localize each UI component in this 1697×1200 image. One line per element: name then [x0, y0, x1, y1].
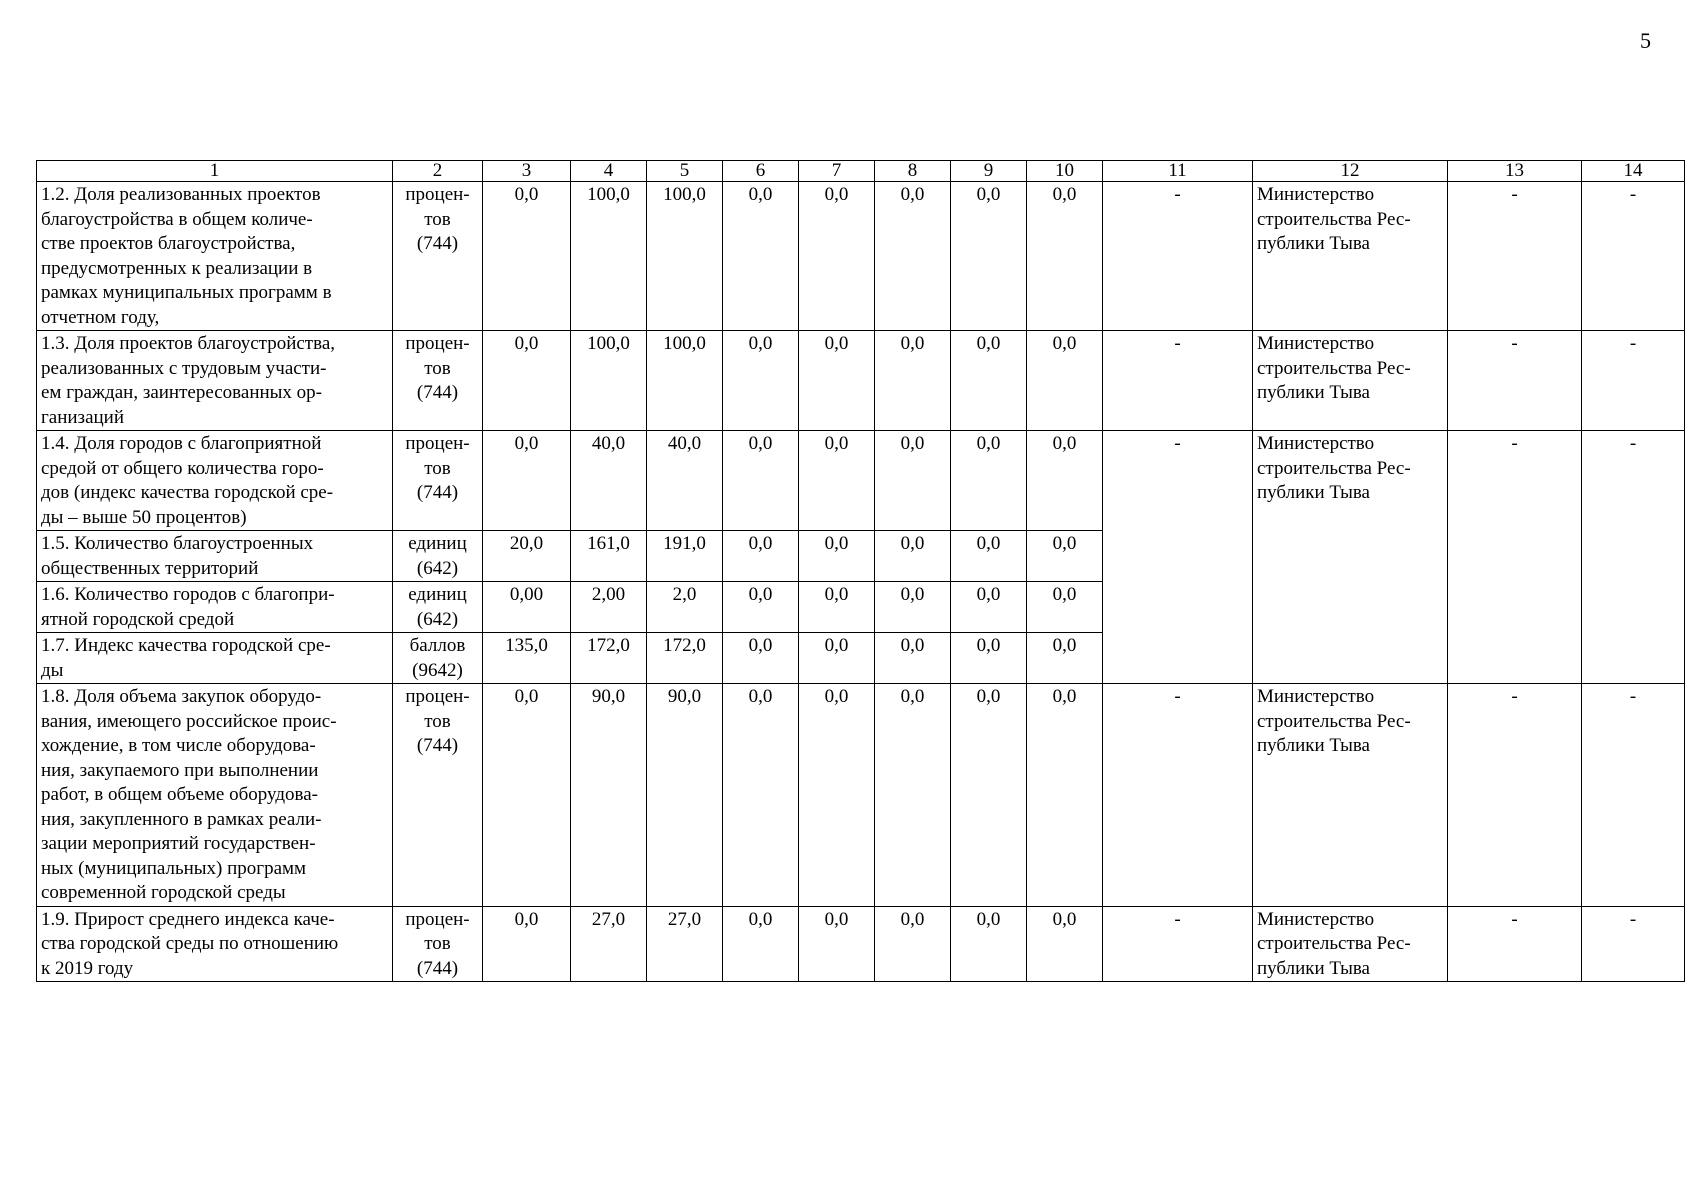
- column-number: 13: [1448, 161, 1582, 182]
- text-line: тов: [424, 933, 451, 954]
- text-line: ды – выше 50 процентов): [41, 506, 247, 528]
- text-line: тов: [424, 357, 451, 379]
- value-cell: 27,0: [647, 906, 723, 982]
- text-line: 1.7. Индекс качества городской сре-: [41, 635, 331, 656]
- column-number: 10: [1027, 161, 1103, 182]
- value-cell: 90,0: [647, 684, 723, 907]
- value-cell: 0,0: [723, 906, 799, 982]
- text-line: Министерство: [1257, 333, 1375, 354]
- value-cell: 0,0: [1027, 182, 1103, 331]
- column-number: 9: [951, 161, 1027, 182]
- text-line: общественных территорий: [41, 557, 259, 579]
- text-line: публики Тыва: [1257, 482, 1370, 503]
- text-line: строительства Рес-: [1257, 208, 1411, 230]
- text-line: 1.6. Количество городов с благопри-: [41, 584, 335, 605]
- responsible-organization: [1253, 331, 1448, 431]
- column-14-cell: -: [1582, 906, 1685, 982]
- table-row: [37, 684, 1685, 907]
- column-13-cell: -: [1448, 906, 1582, 982]
- value-cell: 100,0: [647, 182, 723, 331]
- unit-of-measure: [393, 684, 483, 907]
- value-cell: 0,0: [723, 633, 799, 684]
- value-cell: 0,0: [483, 684, 571, 907]
- value-cell: 0,0: [875, 684, 951, 907]
- text-line: Министерство: [1257, 686, 1375, 707]
- text-line: единиц: [408, 533, 467, 554]
- value-cell: 0,0: [799, 582, 875, 633]
- text-line: стве проектов благоустройства,: [41, 233, 296, 254]
- value-cell: 191,0: [647, 531, 723, 582]
- value-cell: 0,0: [951, 633, 1027, 684]
- table-row: [37, 182, 1685, 331]
- value-cell: 0,0: [483, 182, 571, 331]
- text-line: баллов: [409, 635, 466, 656]
- value-cell: 0,0: [951, 431, 1027, 531]
- text-line: предусмотренных к реализации в: [41, 257, 313, 279]
- merged-blank-cell: [1582, 531, 1685, 684]
- table-row: [37, 331, 1685, 431]
- text-line: процен-: [405, 333, 470, 354]
- text-line: тов: [424, 457, 451, 479]
- text-line: единиц: [408, 584, 467, 605]
- text-line: (744): [416, 957, 459, 979]
- text-line: публики Тыва: [1257, 957, 1370, 979]
- value-cell: 0,0: [951, 182, 1027, 331]
- indicator-name: [37, 431, 393, 531]
- value-cell: 40,0: [647, 431, 723, 531]
- table-row: [37, 906, 1685, 982]
- text-line: зации мероприятий государствен-: [41, 833, 316, 854]
- text-line: тов: [424, 710, 451, 732]
- indicator-name: [37, 182, 393, 331]
- text-line: тов: [424, 208, 451, 230]
- text-line: ства городской среды по отношению: [41, 933, 339, 954]
- value-cell: 0,0: [799, 431, 875, 531]
- value-cell: 0,0: [799, 531, 875, 582]
- indicator-name: [37, 331, 393, 431]
- unit-of-measure: [393, 582, 483, 633]
- unit-of-measure: [393, 431, 483, 531]
- text-line: рамках муниципальных программ в: [41, 282, 332, 303]
- merged-org-cell: [1253, 531, 1448, 684]
- text-line: Министерство: [1257, 433, 1375, 454]
- text-line: Министерство: [1257, 184, 1375, 205]
- text-line: (744): [416, 382, 459, 403]
- value-cell: 40,0: [571, 431, 647, 531]
- indicator-name: [37, 582, 393, 633]
- value-cell: 0,00: [483, 582, 571, 633]
- column-number: 1: [37, 161, 393, 182]
- indicator-name: [37, 684, 393, 907]
- text-line: процен-: [405, 433, 470, 454]
- column-13-cell: -: [1448, 431, 1582, 531]
- responsible-organization: [1253, 906, 1448, 982]
- column-11-cell: -: [1103, 431, 1253, 531]
- value-cell: 0,0: [799, 684, 875, 907]
- table-row: [37, 531, 1685, 582]
- text-line: 1.5. Количество благоустроенных: [41, 533, 314, 554]
- text-line: к 2019 году: [41, 957, 134, 979]
- text-line: ганизаций: [41, 406, 125, 428]
- text-line: ния, закупленного в рамках реали-: [41, 808, 322, 830]
- value-cell: 100,0: [647, 331, 723, 431]
- column-number: 5: [647, 161, 723, 182]
- text-line: 1.8. Доля объема закупок оборудо-: [41, 686, 322, 707]
- text-line: процен-: [405, 908, 470, 930]
- text-line: ных (муниципальных) программ: [41, 857, 307, 879]
- text-line: процен-: [405, 184, 470, 205]
- value-cell: 0,0: [875, 582, 951, 633]
- value-cell: 0,0: [875, 431, 951, 531]
- text-line: строительства Рес-: [1257, 357, 1411, 379]
- text-line: публики Тыва: [1257, 735, 1370, 756]
- value-cell: 172,0: [571, 633, 647, 684]
- column-number: 7: [799, 161, 875, 182]
- column-number: 4: [571, 161, 647, 182]
- value-cell: 0,0: [1027, 531, 1103, 582]
- column-14-cell: -: [1582, 331, 1685, 431]
- value-cell: 0,0: [723, 582, 799, 633]
- text-line: (642): [416, 557, 459, 579]
- value-cell: 0,0: [799, 331, 875, 431]
- value-cell: 0,0: [875, 182, 951, 331]
- value-cell: 172,0: [647, 633, 723, 684]
- column-13-cell: -: [1448, 331, 1582, 431]
- unit-of-measure: [393, 906, 483, 982]
- value-cell: 0,0: [483, 431, 571, 531]
- page-number: 5: [1640, 28, 1651, 53]
- value-cell: 27,0: [571, 906, 647, 982]
- responsible-organization: [1253, 684, 1448, 907]
- value-cell: 100,0: [571, 182, 647, 331]
- value-cell: 161,0: [571, 531, 647, 582]
- column-number: 11: [1103, 161, 1253, 182]
- value-cell: 0,0: [951, 331, 1027, 431]
- value-cell: 0,0: [483, 906, 571, 982]
- text-line: благоустройства в общем количе-: [41, 208, 313, 230]
- column-14-cell: -: [1582, 684, 1685, 907]
- value-cell: 0,0: [483, 331, 571, 431]
- text-line: ем граждан, заинтересованных ор-: [41, 382, 323, 403]
- column-13-cell: -: [1448, 684, 1582, 907]
- text-line: (642): [416, 608, 459, 630]
- text-line: Министерство: [1257, 908, 1375, 930]
- column-number: 3: [483, 161, 571, 182]
- value-cell: 0,0: [1027, 684, 1103, 907]
- value-cell: 0,0: [723, 431, 799, 531]
- text-line: ятной городской средой: [41, 608, 235, 630]
- text-line: работ, в общем объеме оборудова-: [41, 784, 318, 805]
- text-line: публики Тыва: [1257, 233, 1370, 254]
- indicator-name: [37, 906, 393, 982]
- column-11-cell: -: [1103, 906, 1253, 982]
- column-11-cell: -: [1103, 182, 1253, 331]
- value-cell: 0,0: [951, 684, 1027, 907]
- merged-blank-cell: [1448, 531, 1582, 684]
- text-line: современной городской среды: [41, 882, 286, 903]
- text-line: 1.3. Доля проектов благоустройства,: [41, 333, 335, 354]
- text-line: ния, закупаемого при выполнении: [41, 759, 319, 781]
- indicator-name: [37, 633, 393, 684]
- text-line: строительства Рес-: [1257, 933, 1411, 954]
- text-line: реализованных с трудовым участи-: [41, 357, 327, 379]
- column-14-cell: -: [1582, 431, 1685, 531]
- value-cell: 0,0: [799, 633, 875, 684]
- text-line: вания, имеющего российское проис-: [41, 710, 337, 732]
- text-line: 1.9. Прирост среднего индекса каче-: [41, 908, 335, 930]
- merged-blank-cell: [1103, 531, 1253, 684]
- text-line: (744): [416, 233, 459, 254]
- unit-of-measure: [393, 531, 483, 582]
- value-cell: 0,0: [1027, 582, 1103, 633]
- value-cell: 2,0: [647, 582, 723, 633]
- value-cell: 135,0: [483, 633, 571, 684]
- column-13-cell: -: [1448, 182, 1582, 331]
- value-cell: 0,0: [723, 684, 799, 907]
- value-cell: 0,0: [951, 906, 1027, 982]
- text-line: ды: [41, 659, 64, 681]
- column-number: 6: [723, 161, 799, 182]
- unit-of-measure: [393, 182, 483, 331]
- value-cell: 0,0: [951, 582, 1027, 633]
- column-11-cell: -: [1103, 331, 1253, 431]
- column-number: 2: [393, 161, 483, 182]
- value-cell: 0,0: [875, 531, 951, 582]
- value-cell: 0,0: [723, 331, 799, 431]
- indicators-table: [36, 160, 1685, 982]
- text-line: (744): [416, 735, 459, 756]
- text-line: 1.2. Доля реализованных проектов: [41, 184, 321, 205]
- table-row: [37, 431, 1685, 531]
- value-cell: 0,0: [723, 182, 799, 331]
- responsible-organization: [1253, 182, 1448, 331]
- text-line: строительства Рес-: [1257, 710, 1411, 732]
- value-cell: 0,0: [875, 906, 951, 982]
- value-cell: 0,0: [723, 531, 799, 582]
- value-cell: 90,0: [571, 684, 647, 907]
- value-cell: 0,0: [799, 906, 875, 982]
- value-cell: 100,0: [571, 331, 647, 431]
- text-line: средой от общего количества горо-: [41, 457, 324, 479]
- text-line: 1.4. Доля городов с благоприятной: [41, 433, 322, 454]
- unit-of-measure: [393, 331, 483, 431]
- responsible-organization: [1253, 431, 1448, 531]
- text-line: публики Тыва: [1257, 382, 1370, 403]
- column-14-cell: -: [1582, 182, 1685, 331]
- text-line: (744): [416, 482, 459, 503]
- indicator-name: [37, 531, 393, 582]
- value-cell: 0,0: [799, 182, 875, 331]
- value-cell: 0,0: [1027, 431, 1103, 531]
- text-line: процен-: [405, 686, 470, 707]
- value-cell: 0,0: [1027, 906, 1103, 982]
- text-line: отчетном году,: [41, 306, 160, 328]
- value-cell: 0,0: [1027, 633, 1103, 684]
- text-line: строительства Рес-: [1257, 457, 1411, 479]
- column-number-row: [37, 161, 1685, 182]
- column-number: 14: [1582, 161, 1685, 182]
- text-line: дов (индекс качества городской сре-: [41, 482, 334, 503]
- value-cell: 20,0: [483, 531, 571, 582]
- text-line: хождение, в том числе оборудова-: [41, 735, 316, 756]
- value-cell: 2,00: [571, 582, 647, 633]
- column-number: 8: [875, 161, 951, 182]
- text-line: (9642): [412, 659, 463, 681]
- value-cell: 0,0: [1027, 331, 1103, 431]
- unit-of-measure: [393, 633, 483, 684]
- column-number: 12: [1253, 161, 1448, 182]
- value-cell: 0,0: [875, 633, 951, 684]
- column-11-cell: -: [1103, 684, 1253, 907]
- value-cell: 0,0: [951, 531, 1027, 582]
- value-cell: 0,0: [875, 331, 951, 431]
